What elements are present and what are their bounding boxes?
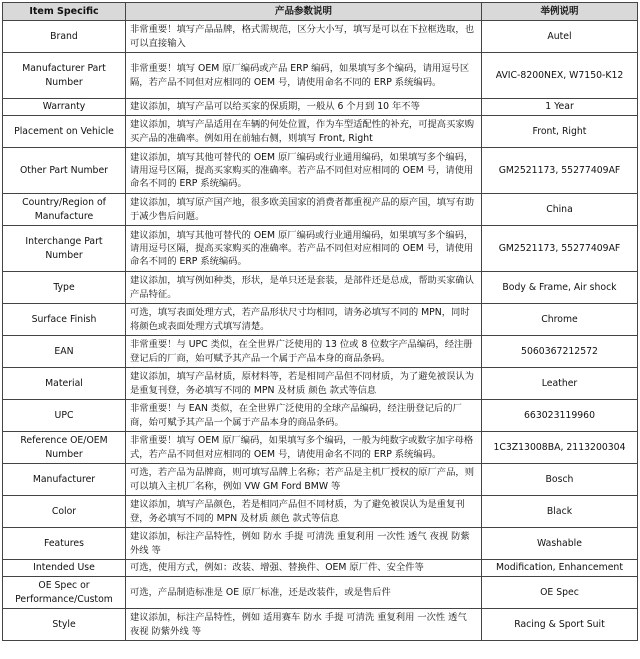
item-name: Surface Finish [3, 304, 126, 336]
item-example: GM2521173, 55277409AF [482, 148, 638, 194]
item-example: Body & Frame, Air shock [482, 272, 638, 304]
header-description: 产品参数说明 [126, 3, 482, 21]
table-row [3, 304, 638, 336]
item-example: 1C3Z13008BA, 2113200304 [482, 432, 638, 464]
item-example: Front, Right [482, 116, 638, 148]
header-row [3, 3, 638, 21]
item-name: Manufacturer Part Number [3, 53, 126, 99]
item-name: Features [3, 528, 126, 560]
item-name: OE Spec or Performance/Custom [3, 577, 126, 609]
item-description: 建议添加，填写产品适用在车辆的何处位置，作为车型适配性的补充，可提高买家购买产品的准确率。例如用在前轴右侧，则填写 Front, Right [126, 116, 482, 148]
item-description: 可选，若产品为品牌商，则可填写品牌上名称；若产品是主机厂授权的原厂产品，则可以填入主机厂名称，例如 VW GM Ford BMW 等 [126, 464, 482, 496]
item-name: Material [3, 368, 126, 400]
table-row [3, 148, 638, 194]
table-row [3, 116, 638, 148]
item-example: 5060367212572 [482, 336, 638, 368]
item-example: 1 Year [482, 99, 638, 116]
item-name: Type [3, 272, 126, 304]
table-row [3, 272, 638, 304]
header-item-specific: Item Specific [3, 3, 126, 21]
item-description: 可选，产品制造标准是 OE 原厂标准，还是改装件，或是售后件 [126, 577, 482, 609]
table-row [3, 609, 638, 641]
table-row [3, 53, 638, 99]
item-name: UPC [3, 400, 126, 432]
item-example: OE Spec [482, 577, 638, 609]
table-row [3, 400, 638, 432]
item-example: GM2521173, 55277409AF [482, 226, 638, 272]
table-row [3, 194, 638, 226]
item-name: Manufacturer [3, 464, 126, 496]
table-row [3, 226, 638, 272]
item-example: Racing & Sport Suit [482, 609, 638, 641]
item-description: 非常重要！与 EAN 类似，在全世界广泛使用的全球产品编码，经注册登记后的厂商，始可赋予其产品一个属于产品本身的商品条码。 [126, 400, 482, 432]
table-row [3, 464, 638, 496]
item-example: 663023119960 [482, 400, 638, 432]
item-description: 非常重要！填写产品品牌，格式需规范，区分大小写，填写是可以在下拉框选取，也可以直接输入 [126, 21, 482, 53]
table-row [3, 368, 638, 400]
item-name: Country/Region of Manufacture [3, 194, 126, 226]
item-name: Brand [3, 21, 126, 53]
item-name: Style [3, 609, 126, 641]
item-description: 建议添加，填写其他可替代的 OEM 原厂编码或行业通用编码，如果填写多个编码，请用逗号区隔，提高买家购买的准确率。若产品不同但对应相同的 OEM 号，请使用命名不同的 ERP 系统编码。 [126, 148, 482, 194]
table-row [3, 528, 638, 560]
table-row [3, 99, 638, 116]
table-row [3, 577, 638, 609]
table-row [3, 21, 638, 53]
item-description: 非常重要！填写 OEM 原厂编码，如果填写多个编码，一般为纯数字或数字加字母格式，若产品不同但对应相同的 OEM 号，请使用命名不同的 ERP 系统编码。 [126, 432, 482, 464]
item-description: 非常重要！与 UPC 类似，在全世界广泛使用的 13 位或 8 位数字产品编码，经注册登记后的厂商，始可赋予其产品一个属于产品本身的商品条码。 [126, 336, 482, 368]
item-description: 建议添加，标注产品特性，例如 适用赛车 防水 手提 可清洗 重复利用 一次性 透气 夜视 防紫外线 等 [126, 609, 482, 641]
item-name: Warranty [3, 99, 126, 116]
table-row [3, 336, 638, 368]
item-name: Color [3, 496, 126, 528]
item-description: 可选，使用方式，例如：改装、增强、替换件、OEM 原厂件、安全件等 [126, 560, 482, 577]
item-name: Reference OE/OEM Number [3, 432, 126, 464]
table-row [3, 496, 638, 528]
item-example: AVIC-8200NEX, W7150-K12 [482, 53, 638, 99]
item-name: Placement on Vehicle [3, 116, 126, 148]
item-name: Interchange Part Number [3, 226, 126, 272]
item-example: Bosch [482, 464, 638, 496]
item-description: 建议添加，填写其他可替代的 OEM 原厂编码或行业通用编码，如果填写多个编码，请用逗号区隔，提高买家购买的准确率。若产品不同但对应相同的 OEM 号，请使用命名不同的 ERP 系统编码。 [126, 226, 482, 272]
item-description: 建议添加，标注产品特性，例如 防水 手提 可清洗 重复利用 一次性 透气 夜视 防紫外线 等 [126, 528, 482, 560]
table-row [3, 432, 638, 464]
item-description: 建议添加，填写产品材质，原材料等，若是相同产品但不同材质，为了避免被误认为是重复刊登，务必填写不同的 MPN 及材质 颜色 款式等信息 [126, 368, 482, 400]
item-description: 非常重要！填写 OEM 原厂编码或产品 ERP 编码，如果填写多个编码，请用逗号区隔，若产品不同但对应相同的 OEM 号，请使用命名不同的 ERP 系统编码。 [126, 53, 482, 99]
item-description: 建议添加，填写产品可以给买家的保质期，一般从 6 个月到 10 年不等 [126, 99, 482, 116]
item-name: Other Part Number [3, 148, 126, 194]
table-row [3, 560, 638, 577]
item-example: Washable [482, 528, 638, 560]
item-description: 建议添加，填写产品颜色，若是相同产品但不同材质，为了避免被误认为是重复刊登，务必填写不同的 MPN 及材质 颜色 款式等信息 [126, 496, 482, 528]
item-example: Modification, Enhancement [482, 560, 638, 577]
item-example: Autel [482, 21, 638, 53]
header-example: 举例说明 [482, 3, 638, 21]
item-example: Leather [482, 368, 638, 400]
item-example: Chrome [482, 304, 638, 336]
item-description: 可选，填写表面处理方式，若产品形状尺寸均相同，请务必填写不同的 MPN，同时将颜色或表面处理方式填写清楚。 [126, 304, 482, 336]
item-name: Intended Use [3, 560, 126, 577]
item-description: 建议添加，填写原产国产地，很多欧美国家的消费者都重视产品的原产国，填写有助于减少售后问题。 [126, 194, 482, 226]
item-specifics-table [2, 2, 638, 641]
item-example: China [482, 194, 638, 226]
item-name: EAN [3, 336, 126, 368]
item-example: Black [482, 496, 638, 528]
item-description: 建议添加，填写例如种类，形状，是单只还是套装，是部件还是总成，帮助买家确认产品特征。 [126, 272, 482, 304]
